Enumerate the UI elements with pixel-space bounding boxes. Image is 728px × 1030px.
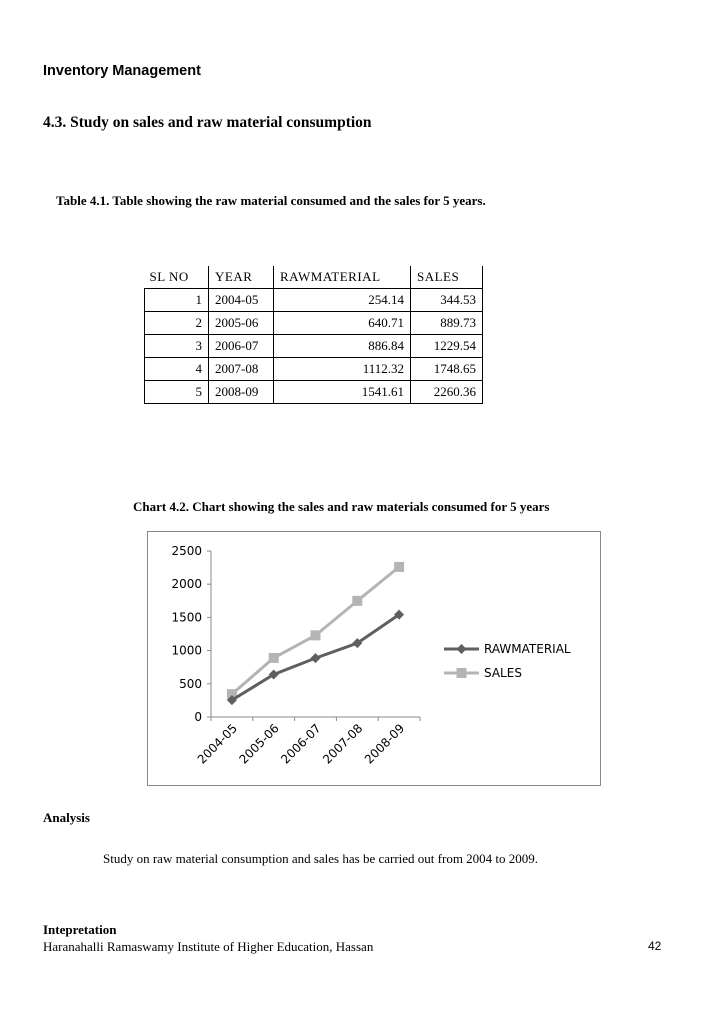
cell-sl-no: 5 [145, 381, 209, 404]
cell-year: 2004-05 [209, 289, 274, 312]
page-number: 42 [648, 939, 662, 953]
data-table [144, 266, 483, 404]
table-row [145, 335, 483, 358]
cell-sales: 889.73 [411, 312, 483, 335]
header-sales: SALES [411, 266, 483, 289]
analysis-heading: Analysis [43, 810, 90, 825]
cell-sl-no: 1 [145, 289, 209, 312]
x-tick-label: 2005-06 [236, 721, 282, 767]
cell-sl-no: 3 [145, 335, 209, 358]
cell-year: 2005-06 [209, 312, 274, 335]
legend-label: SALES [484, 666, 522, 680]
header-year: YEAR [209, 266, 274, 289]
cell-rawmaterial: 1541.61 [274, 381, 411, 404]
data-point [352, 596, 362, 606]
x-tick-label: 2008-09 [361, 721, 408, 767]
header-sl-no: SL NO [145, 266, 209, 289]
cell-sl-no: 2 [145, 312, 209, 335]
legend-label: RAWMATERIAL [484, 642, 571, 656]
cell-rawmaterial: 254.14 [274, 289, 411, 312]
cell-year: 2006-07 [209, 335, 274, 358]
data-point [311, 653, 321, 663]
table-row [145, 289, 483, 312]
legend-marker [457, 644, 467, 654]
chart-frame [147, 531, 601, 786]
cell-sl-no: 4 [145, 358, 209, 381]
cell-sales: 1229.54 [411, 335, 483, 358]
cell-sales: 1748.65 [411, 358, 483, 381]
header-title: Inventory Management [43, 63, 201, 79]
cell-year: 2008-09 [209, 381, 274, 404]
table-caption: Table 4.1. Table showing the raw material consumed and the sales for 5 years. [56, 193, 486, 208]
data-point [311, 630, 321, 640]
interpretation-heading: Intepretation [43, 922, 117, 937]
cell-rawmaterial: 640.71 [274, 312, 411, 335]
y-tick-label: 0 [194, 710, 202, 724]
cell-rawmaterial: 886.84 [274, 335, 411, 358]
y-tick-label: 1000 [171, 643, 202, 658]
section-title: 4.3. Study on sales and raw material consumption [43, 114, 372, 131]
table-row [145, 381, 483, 404]
legend-marker [457, 668, 467, 678]
data-point [394, 562, 404, 572]
x-tick-label: 2004-05 [194, 721, 241, 767]
chart-caption: Chart 4.2. Chart showing the sales and raw materials consumed for 5 years [133, 499, 550, 514]
table-header-row [145, 266, 483, 289]
footer-institution: Haranahalli Ramaswamy Institute of Higher Education, Hassan [43, 939, 374, 954]
data-point [269, 653, 279, 663]
cell-sales: 2260.36 [411, 381, 483, 404]
y-tick-label: 2000 [171, 577, 202, 592]
cell-rawmaterial: 1112.32 [274, 358, 411, 381]
table-row [145, 358, 483, 381]
table-row [145, 312, 483, 335]
analysis-text: Study on raw material consumption and sales has be carried out from 2004 to 2009. [103, 851, 539, 866]
cell-sales: 344.53 [411, 289, 483, 312]
y-tick-label: 500 [179, 676, 202, 691]
line-chart [148, 532, 600, 785]
x-tick-label: 2007-08 [320, 721, 366, 767]
x-tick-label: 2006-07 [278, 721, 324, 767]
cell-year: 2007-08 [209, 358, 274, 381]
y-tick-label: 1500 [171, 610, 202, 625]
y-tick-label: 2500 [171, 544, 202, 558]
header-rawmaterial: RAWMATERIAL [274, 266, 411, 289]
